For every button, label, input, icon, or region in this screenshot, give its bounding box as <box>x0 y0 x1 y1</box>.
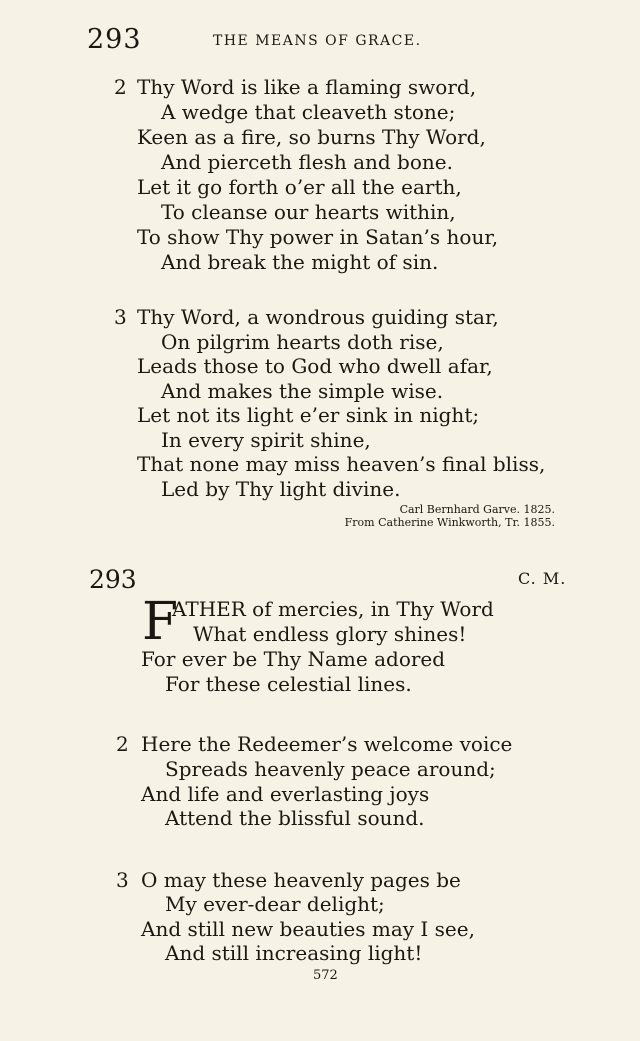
verse-number: 3 <box>116 868 129 892</box>
hymn-line: On pilgrim hearts doth rise, <box>161 330 444 354</box>
hymn-line: And still increasing light! <box>165 941 423 965</box>
hymn-line: Let not its light e’er sink in night; <box>137 403 480 427</box>
hymn-line: And life and everlasting joys <box>141 782 430 806</box>
hymn-line: For ever be Thy Name adored <box>141 647 446 671</box>
verse-number: 2 <box>114 75 127 99</box>
running-title: THE MEANS OF GRACE. <box>213 33 422 49</box>
author-credit: Carl Bernhard Garve. 1825. <box>399 503 555 516</box>
hymn-line: What endless glory shines! <box>193 622 467 646</box>
hymn-line: Led by Thy light divine. <box>161 477 401 501</box>
hymn-line: And pierceth flesh and bone. <box>161 150 453 174</box>
hymn-line: For these celestial lines. <box>165 672 412 696</box>
hymn-line: In every spirit shine, <box>161 428 371 452</box>
hymn-line: Thy Word, a wondrous guiding star, <box>137 305 499 329</box>
hymn-line: Leads those to God who dwell afar, <box>137 354 493 378</box>
hymn-line: And makes the simple wise. <box>161 379 444 403</box>
hymn-line: To show Thy power in Satan’s hour, <box>137 225 499 249</box>
hymn-line: My ever-dear delight; <box>165 892 385 916</box>
hymn-meter: C. M. <box>518 569 567 588</box>
hymn-number: 293 <box>89 565 137 594</box>
hymn-line: Spreads heavenly peace around; <box>165 757 496 781</box>
hymn-line: A wedge that cleaveth stone; <box>161 100 456 124</box>
drop-cap: F <box>142 592 179 652</box>
verse-number: 3 <box>114 305 127 329</box>
hymn-line: Thy Word is like a flaming sword, <box>137 75 477 99</box>
hymn-line: Here the Redeemer’s welcome voice <box>141 732 513 756</box>
hymn-line: Attend the blissful sound. <box>165 806 425 830</box>
hymn-line: That none may miss heaven’s final bliss, <box>137 452 546 476</box>
translator-credit: From Catherine Winkworth, Tr. 1855. <box>344 516 555 529</box>
hymn-line: And still new beauties may I see, <box>141 917 475 941</box>
hymn-line: O may these heavenly pages be <box>141 868 461 892</box>
folio-number: 572 <box>313 968 338 983</box>
hymn-line: Keen as a fire, so burns Thy Word, <box>137 125 486 149</box>
hymn-line: Let it go forth o’er all the earth, <box>137 175 462 199</box>
hymn-line: To cleanse our hearts within, <box>161 200 456 224</box>
hymn-line: And break the might of sin. <box>161 250 439 274</box>
verse-number: 2 <box>116 732 129 756</box>
page-number: 293 <box>87 24 142 55</box>
hymn-line: ATHER of mercies, in Thy Word <box>172 597 494 621</box>
